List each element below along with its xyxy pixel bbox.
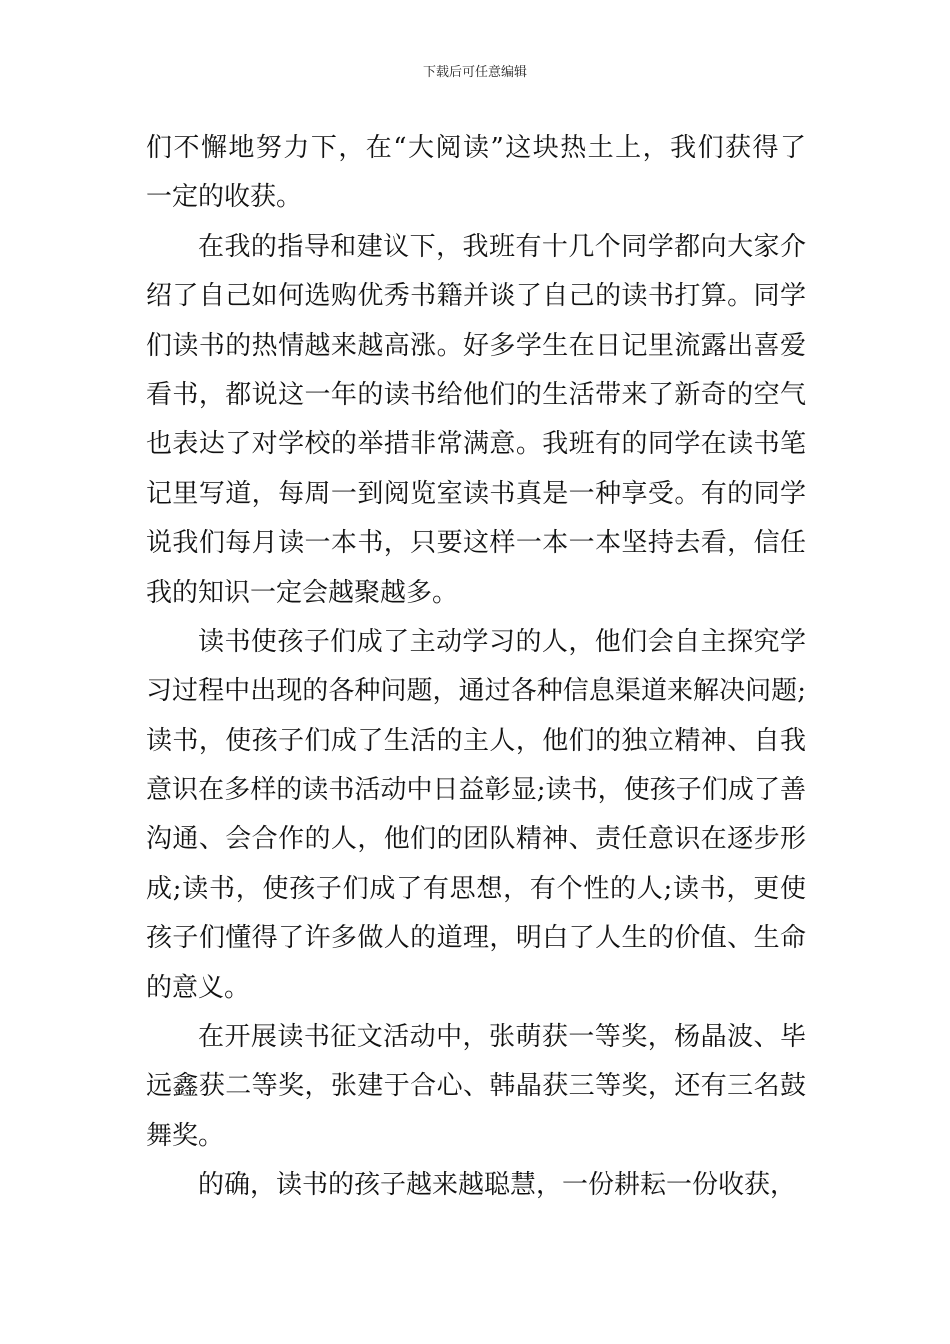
text-line: 舞奖。 [146, 1120, 225, 1151]
text-line: 孩子们懂得了许多做人的道理，明白了人生的价值、生命 [146, 923, 806, 954]
page-header: 下载后可任意编辑 [422, 65, 527, 80]
text-line: 在开展读书征文活动中，张萌获一等奖，杨晶波、毕 [198, 1022, 806, 1053]
text-line: 习过程中出现的各种问题，通过各种信息渠道来解决问题; [146, 676, 806, 707]
text-line: 们读书的热情越来越高涨。好多学生在日记里流露出喜爱 [146, 330, 806, 361]
text-line: 的确，读书的孩子越来越聪慧，一份耕耘一份收获， [198, 1170, 797, 1201]
text-line: 说我们每月读一本书，只要这样一本一本坚持去看，信任 [146, 528, 806, 559]
text-line: 读书使孩子们成了主动学习的人，他们会自主探究学 [198, 626, 806, 657]
text-line: 绍了自己如何选购优秀书籍并谈了自己的读书打算。同学 [146, 281, 806, 312]
text-line: 意识在多样的读书活动中日益彰显;读书，使孩子们成了善 [146, 775, 806, 806]
text-line: 也表达了对学校的举措非常满意。我班有的同学在读书笔 [146, 429, 806, 460]
document-body [146, 124, 806, 1211]
text-line: 的意义。 [146, 972, 251, 1003]
text-line: 读书，使孩子们成了生活的主人，他们的独立精神、自我 [146, 725, 806, 756]
text-line: 我的知识一定会越聚越多。 [146, 577, 459, 608]
text-line: 在我的指导和建议下，我班有十几个同学都向大家介 [198, 231, 806, 262]
text-line: 看书，都说这一年的读书给他们的生活带来了新奇的空气 [146, 379, 806, 410]
text-line: 沟通、会合作的人，他们的团队精神、责任意识在逐步形 [146, 824, 806, 855]
text-line: 记里写道，每周一到阅览室读书真是一种享受。有的同学 [146, 478, 806, 509]
text-line: 成;读书，使孩子们成了有思想，有个性的人;读书，更使 [146, 873, 806, 904]
text-line: 远鑫获二等奖，张建于合心、韩晶获三等奖，还有三名鼓 [146, 1071, 806, 1102]
text-line: 们不懈地努力下，在“大阅读”这块热土上，我们获得了 [146, 133, 806, 163]
text-line: 一定的收获。 [146, 182, 303, 213]
